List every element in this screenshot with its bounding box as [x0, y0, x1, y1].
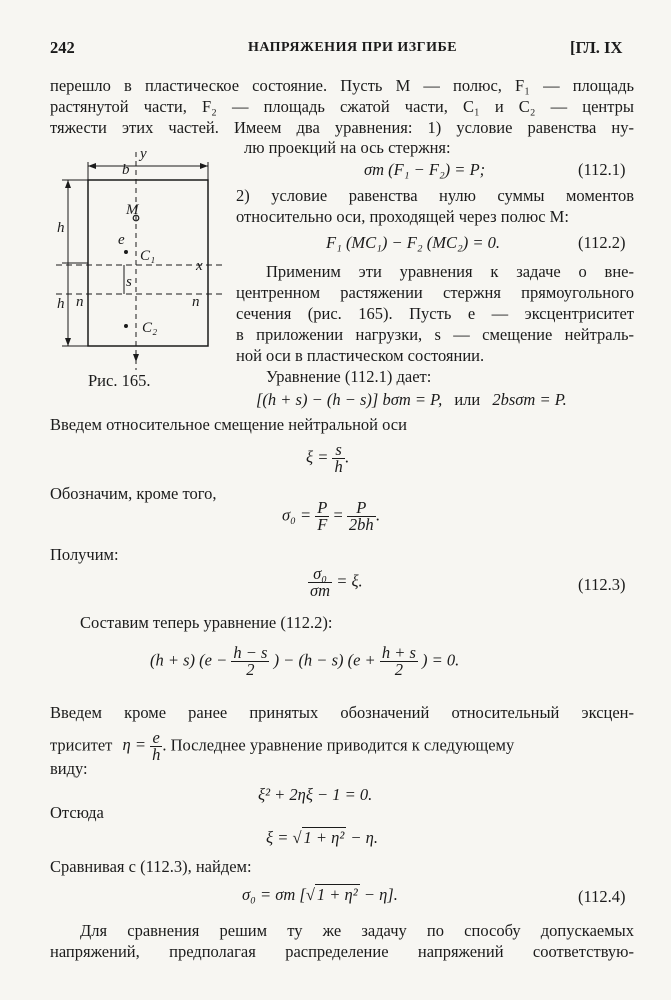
label-c2: C₂ — [142, 320, 158, 336]
text-line: тяжести этих частей. Имеем два уравнения: 1) условие равенства ну- — [50, 118, 634, 137]
fraction-denominator: 2 — [380, 661, 418, 678]
fraction-numerator: P — [356, 498, 367, 517]
label-x: x — [196, 258, 203, 274]
equation-part: ) − (h − s) (e + — [273, 650, 376, 670]
equation-part: η = — [122, 735, 146, 755]
fraction-numerator: h + s — [381, 643, 416, 662]
text-line: Сравнивая с (112.3), найдем: — [50, 857, 252, 876]
figure-165 — [52, 144, 227, 374]
equation-112-1: σт (F₁ − F₂) = P; — [364, 160, 486, 179]
label-m: M — [126, 202, 139, 218]
equation-part: (h + s) (e − — [150, 650, 228, 670]
radicand: 1 + η² — [303, 828, 345, 847]
equation-xi: ξ = $\frac{s}{h}$ . — [306, 440, 349, 476]
text-line: Получим: — [50, 545, 119, 564]
text-line: напряжений, предполагая распределение напряжений соответствую- — [50, 942, 634, 961]
equation-112-3 — [308, 566, 363, 599]
radicand: 1 + η² — [316, 885, 358, 904]
fraction-denominator: σт — [310, 581, 331, 600]
text-line: Уравнение (112.1) дает: — [266, 367, 432, 386]
equation-part: = ξ. — [336, 571, 363, 591]
equation-part: σ₀ = — [282, 505, 312, 525]
fraction-numerator: h − s — [233, 643, 268, 662]
text-line: растянутой части, F₂ — площадь сжатой части, C₁ и C₂ — центры — [50, 97, 634, 116]
equation-label: (112.3) — [578, 575, 626, 594]
equation-moment-expanded — [150, 645, 459, 678]
equation-112-4 — [242, 885, 398, 906]
fraction-numerator: P — [317, 498, 328, 517]
fraction-denominator: 2bh — [348, 515, 374, 534]
equation-part: ξ = √ — [266, 828, 302, 847]
equation-part: ξ = — [306, 447, 329, 467]
c2-point — [124, 324, 128, 328]
equation-part: = — [333, 505, 343, 525]
text-line: лю проекций на ось стержня: — [244, 138, 451, 157]
running-title: НАПРЯЖЕНИЯ ПРИ ИЗГИБЕ — [248, 40, 458, 55]
label-n-left: n — [76, 294, 84, 310]
equation-part: ) = 0. — [422, 650, 460, 670]
label-b: b — [122, 162, 130, 178]
fraction-denominator: h — [152, 745, 161, 764]
text-line: Применим эти уравнения к задаче о вне- — [266, 262, 634, 281]
equation-label: (112.4) — [578, 887, 626, 906]
equation-force-balance — [256, 390, 567, 411]
text-line: Введем относительное смещение нейтральной оси — [50, 415, 407, 434]
text-line: Составим теперь уравнение (112.2): — [80, 613, 333, 632]
equation-part: [(h + s) − (h − s)] bσт = P, — [256, 390, 443, 409]
label-h-bottom: h — [57, 296, 65, 312]
equation-part: σ₀ = σт [√ — [242, 885, 315, 904]
text-line: Отсюда — [50, 803, 104, 822]
equation-part: − η. — [350, 828, 378, 847]
c1-point — [124, 250, 128, 254]
text-line: ной оси в пластическом состоянии. — [236, 346, 485, 365]
label-s: s — [126, 274, 132, 290]
equation-part: − η]. — [363, 885, 398, 904]
equation-label: (112.2) — [578, 233, 626, 252]
fraction-numerator: s — [335, 440, 342, 459]
equation-112-2: F₁ (MC₁) − F₂ (MC₂) = 0. — [326, 233, 500, 252]
label-c1: C₁ — [140, 248, 156, 264]
text-line: центренном растяжении стержня прямоугольного — [236, 283, 634, 302]
text-line: 2) условие равенства нулю суммы моментов — [236, 186, 634, 205]
text-line: Для сравнения решим ту же задачу по способу допускаемых — [80, 921, 634, 940]
text-line: перешло в пластическое состояние. Пусть M — полюс, F₁ — площадь — [50, 76, 634, 95]
text-line-with-eta — [50, 730, 634, 763]
equation-connector: или — [454, 390, 481, 409]
equation-part: 2bsσт = P. — [492, 390, 567, 409]
text-part: триситет — [50, 735, 113, 755]
label-y: y — [140, 146, 147, 162]
fraction-denominator: 2 — [231, 661, 269, 678]
text-line: относительно оси, проходящей через полюс M: — [236, 207, 569, 226]
label-e: e — [118, 232, 125, 248]
fraction-denominator: h — [334, 457, 343, 476]
equation-root — [266, 828, 378, 849]
chapter-label: [ГЛ. IX — [570, 38, 623, 57]
equation-sigma0: σ₀ = $\frac{P}{F}$ = $\frac{P}{2bh}$ . — [282, 498, 380, 534]
label-n-right: n — [192, 294, 200, 310]
equation-quadratic: ξ² + 2ηξ − 1 = 0. — [258, 785, 373, 804]
figure-caption: Рис. 165. — [88, 371, 151, 390]
fraction-numerator: σ₀ — [313, 564, 327, 583]
text-part: . Последнее уравнение приводится к следующему — [162, 735, 515, 755]
text-line: Обозначим, кроме того, — [50, 484, 217, 503]
equation-label: (112.1) — [578, 160, 626, 179]
label-h-top: h — [57, 220, 65, 236]
fraction-numerator: e — [152, 728, 160, 747]
text-line: сечения (рис. 165). Пусть e — эксцентриситет — [236, 304, 634, 323]
text-line: виду: — [50, 759, 88, 778]
page-number: 242 — [50, 38, 75, 57]
text-line: в приложении нагрузки, s — смещение нейтраль- — [236, 325, 634, 344]
fraction-denominator: F — [317, 515, 328, 534]
text-line: Введем кроме ранее принятых обозначений относительный эксцен- — [50, 703, 634, 722]
